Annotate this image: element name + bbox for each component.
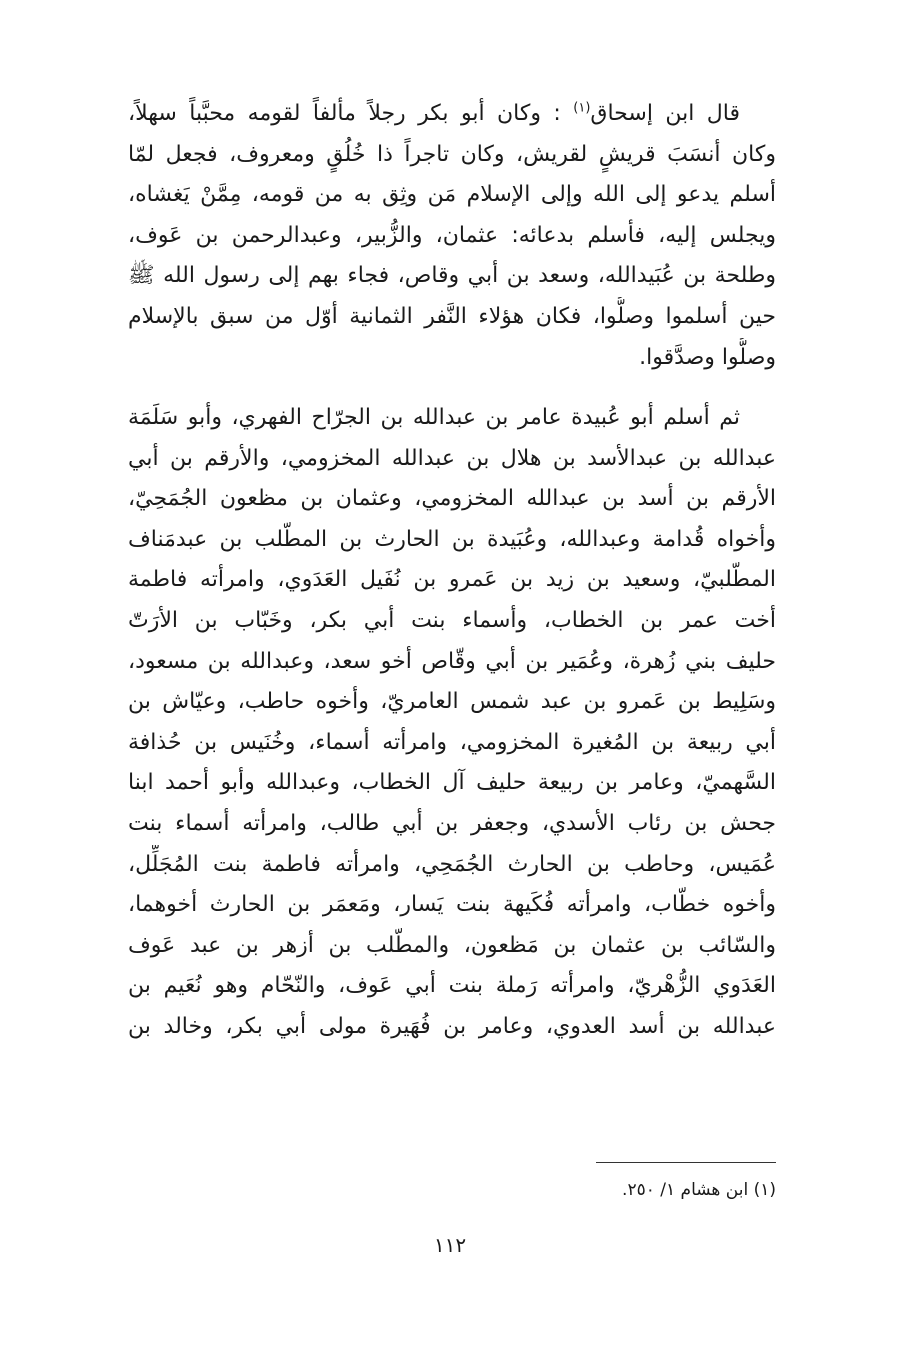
text-line: الأرقم بن أسد بن عبدالله المخزومي، وعثمان بن مظعون الجُمَحِيّ، <box>128 486 776 512</box>
footnote: (١) ابن هشام ١/ ٢٥٠. <box>622 1180 776 1200</box>
text-line: العَدَوي الزُّهْريّ، وامرأته رَملة بنت أبي عَوف، والنّحّام وهو نُعَيم بن <box>128 973 776 999</box>
page-number: ١١٢ <box>433 1233 467 1257</box>
text-line: عُمَيس، وحاطب بن الحارث الجُمَحِي، وامرأته فاطمة بنت المُجَلِّل، <box>128 851 776 877</box>
text-line: عبدالله بن أسد العدوي، وعامر بن فُهَيرة مولى أبي بكر، وخالد بن <box>128 1013 776 1039</box>
paragraph-2 <box>128 398 776 1048</box>
text-line: أسلم يدعو إلى الله وإلى الإسلام مَن وثِق به من قومه، مِمَّنْ يَغشاه، <box>128 182 776 208</box>
text-line: وصلُّوا وصدَّقوا. <box>639 344 776 370</box>
text-line: وأخواه قُدامة وعبدالله، وعُبَيدة بن الحارث بن المطّلب بن عبدمَناف <box>128 526 776 552</box>
text-fragment: : وكان أبو بكر رجلاً مألفاً لقومه محبَّباً سهلاً، <box>128 101 574 126</box>
footnote-separator <box>596 1162 776 1163</box>
text-line: حليف بني زُهرة، وعُمَير بن أبي وقّاص أخو سعد، وعبدالله بن مسعود، <box>128 648 776 674</box>
text-line: والسّائب بن عثمان بن مَظعون، والمطّلب بن أزهر بن عبد عَوف <box>128 932 776 958</box>
text-line: وطلحة بن عُبَيدالله، وسعد بن أبي وقاص، فجاء بهم إلى رسول الله ﷺ <box>128 263 776 289</box>
text-line: عبدالله بن عبدالأسد بن هلال بن عبدالله المخزومي، والأرقم بن أبي <box>128 445 776 471</box>
text-line: أبي ربيعة بن المُغيرة المخزومي، وامرأته أسماء، وخُنَيس بن حُذافة <box>128 729 776 755</box>
paragraph-1 <box>128 94 776 378</box>
text-line <box>128 398 776 439</box>
text-line: وكان أنسَبَ قريشٍ لقريش، وكان تاجراً ذا خُلُقٍ ومعروف، فجعل لمّا <box>128 141 776 167</box>
text-line: حين أسلموا وصلُّوا، فكان هؤلاء النَّفر الثمانية أوّل من سبق بالإسلام <box>128 303 776 329</box>
text-fragment: قال ابن إسحاق <box>590 101 740 126</box>
text-line: وأخوه خطّاب، وامرأته فُكَيهة بنت يَسار، ومَعمَر بن الحارث أخوهما، <box>128 892 776 918</box>
footnote-reference[interactable]: (١) <box>573 100 591 116</box>
text-line <box>128 94 776 135</box>
text-line: المطّلبيّ، وسعيد بن زيد بن عَمرو بن نُفَيل العَدَوي، وامرأته فاطمة <box>128 567 776 593</box>
text-fragment: ثم أسلم أبو عُبيدة عامر بن عبدالله بن الجرّاح الفهري، وأبو سَلَمَة <box>128 405 740 430</box>
text-line: وسَلِيط بن عَمرو بن عبد شمس العامريّ، وأخوه حاطب، وعيّاش بن <box>128 689 776 715</box>
text-line: السَّهميّ، وعامر بن ربيعة حليف آل الخطاب، وعبدالله وأبو أحمد ابنا <box>128 770 776 796</box>
text-line: جحش بن رئاب الأسدي، وجعفر بن أبي طالب، وامرأته أسماء بنت <box>128 810 776 836</box>
text-line: أخت عمر بن الخطاب، وأسماء بنت أبي بكر، وخَبّاب بن الأرَتّ <box>128 607 776 633</box>
text-line: ويجلس إليه، فأسلم بدعائه: عثمان، والزُّبير، وعبدالرحمن بن عَوف، <box>128 222 776 248</box>
